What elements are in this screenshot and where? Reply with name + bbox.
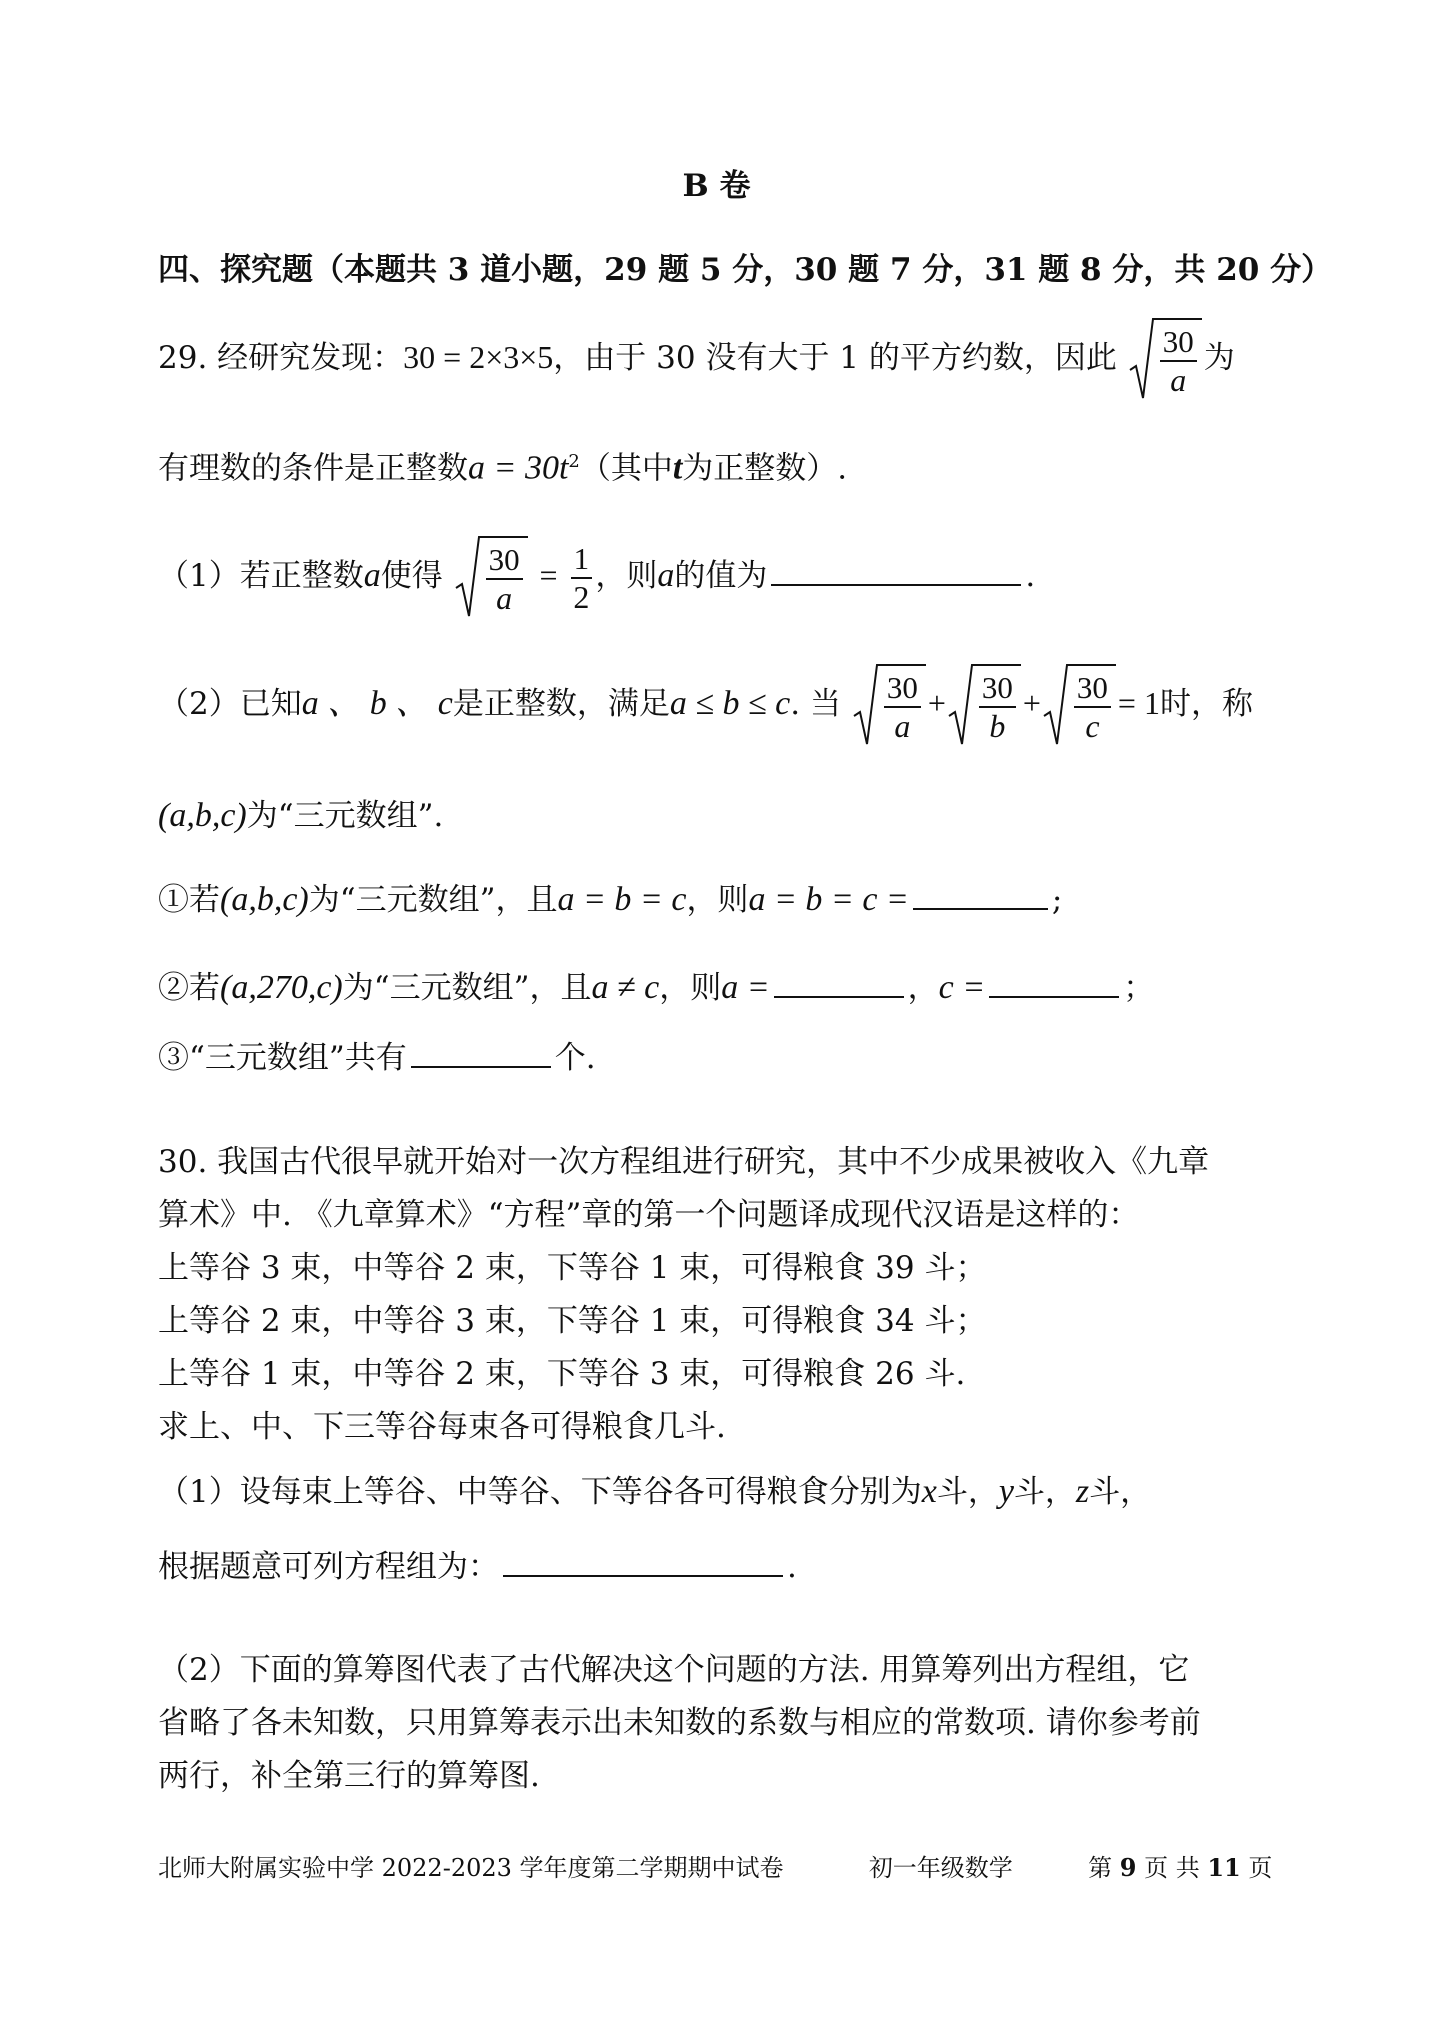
sqrt-30-over-a: $\frac{30}{a}$ <box>853 664 926 748</box>
q29-sub2: ②若(a,270,c)为“三元数组”，且a ≠ c，则a = ，c = ； <box>158 966 1154 1010</box>
answer-blank-abc[interactable] <box>913 878 1048 910</box>
q29-line1: 29. 经研究发现：30 = 2×3×5，由于 30 没有大于 1 的平方约数，因此 $\frac{30}{a}$ 为 <box>158 312 1235 403</box>
q30-line3: 上等谷 3 束，中等谷 2 束，下等谷 1 束，可得粮食 39 斗； <box>158 1250 987 1286</box>
sqrt-30-over-a: $\frac{30}{a}$ <box>1129 318 1202 402</box>
radical-sign-icon <box>853 664 879 748</box>
q30-line2: 算术》中. 《九章算术》“方程”章的第一个问题译成现代汉语是这样的： <box>158 1197 1140 1233</box>
q30-part1-line2: 根据题意可列方程组为： . <box>158 1545 797 1589</box>
q30-line5: 上等谷 1 束，中等谷 2 束，下等谷 3 束，可得粮食 26 斗. <box>158 1356 966 1392</box>
section-heading: 四、探究题（本题共 3 道小题，29 题 5 分，30 题 7 分，31 题 8 分，共 20 分） <box>158 252 1333 288</box>
q30-line4: 上等谷 2 束，中等谷 3 束，下等谷 1 束，可得粮食 34 斗； <box>158 1303 987 1339</box>
footer-school: 北师大附属实验中学 2022-2023 学年度第二学期期中试卷 <box>158 1854 784 1882</box>
q30-part1: （1）设每束上等谷、中等谷、下等谷各可得粮食分别为x斗，y斗，z斗， <box>158 1473 1152 1510</box>
q29-sub1: ①若(a,b,c)为“三元数组”，且a = b = c，则a = b = c = ; <box>158 878 1062 922</box>
q29-part2: （2）已知a 、 b 、 c是正整数，满足a ≤ b ≤ c. 当 $\frac{30}{a}$ + $\frac{30}{b}$ + $\frac{30}{c}$ = 1时，称 <box>158 658 1253 749</box>
q30-line1: 30. 我国古代很早就开始对一次方程组进行研究，其中不少成果被收入《九章 <box>158 1144 1210 1180</box>
sqrt-30-over-a: $\frac{30}{a}$ <box>455 536 528 620</box>
q29-line2: 有理数的条件是正整数$a = 30t^2$（其中t为正整数）. <box>158 449 848 487</box>
radical-sign-icon <box>455 536 481 620</box>
condition-eq: a = 30t <box>468 449 569 487</box>
answer-blank-a[interactable] <box>771 554 1021 586</box>
answer-blank-a2[interactable] <box>774 966 904 998</box>
q30-part2-line1: （2）下面的算筹图代表了古代解决这个问题的方法. 用算筹列出方程组，它 <box>158 1652 1190 1688</box>
q29-factor-eq: 30 = 2×3×5 <box>403 339 554 375</box>
radical-sign-icon <box>1043 664 1069 748</box>
answer-blank-count[interactable] <box>411 1036 551 1068</box>
q29-part1: （1）若正整数a使得 $\frac{30}{a}$ = $\frac{1}{2}$ ，则a的值为 . <box>158 530 1035 621</box>
paper-title: B 卷 <box>682 168 751 204</box>
q30-line6: 求上、中、下三等谷每束各可得粮食几斗. <box>158 1409 726 1445</box>
sqrt-30-over-c: $\frac{30}{c}$ <box>1043 664 1116 748</box>
q30-part2-line2: 省略了各未知数，只用算筹表示出未知数的系数与相应的常数项. 请你参考前 <box>158 1705 1201 1741</box>
sqrt-30-over-b: $\frac{30}{b}$ <box>948 664 1021 748</box>
q30-part2-line3: 两行，补全第三行的算筹图. <box>158 1758 540 1794</box>
footer-page-total: 11 <box>1207 1853 1241 1882</box>
page-footer: 北师大附属实验中学 2022-2023 学年度第二学期期中试卷 初一年级数学 第 9 页 共 11 页 <box>158 1853 1273 1882</box>
answer-blank-c2[interactable] <box>989 966 1119 998</box>
one-half: $\frac{1}{2}$ <box>570 541 592 615</box>
radical-sign-icon <box>948 664 974 748</box>
q29-sub3: ③“三元数组”共有 个. <box>158 1036 596 1080</box>
answer-blank-system[interactable] <box>503 1545 783 1577</box>
radical-sign-icon <box>1129 318 1155 402</box>
q29-part2-line2: (a,b,c)为“三元数组”. <box>158 797 444 834</box>
footer-page-number: 9 <box>1119 1853 1137 1882</box>
footer-subject: 初一年级数学 <box>868 1854 1013 1882</box>
